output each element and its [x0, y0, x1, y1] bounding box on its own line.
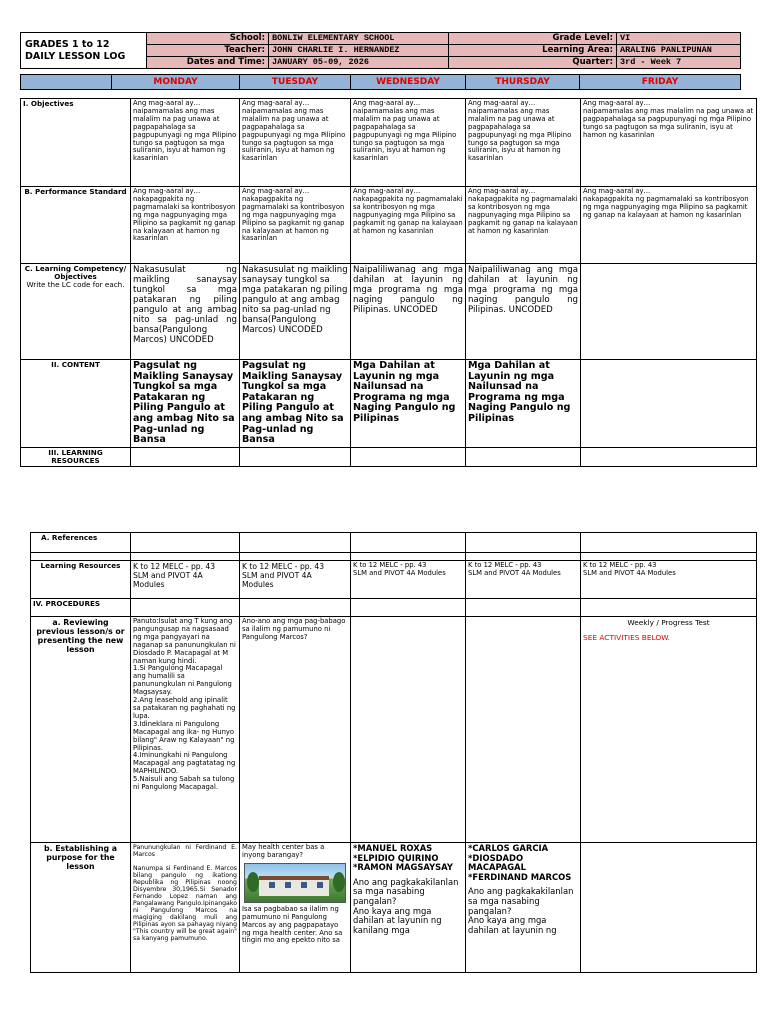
learning-resources-heading: III. LEARNING RESOURCES: [21, 447, 131, 466]
resources-fri: [581, 447, 757, 466]
tree-shape: [247, 872, 259, 892]
reviewing-label: a. Reviewing previous lesson/s or presenting the new lesson: [31, 617, 131, 843]
references-tue: [240, 533, 351, 553]
objectives-label: I. Objectives: [21, 99, 131, 187]
teacher-value: JOHN CHARLIE I. HERNANDEZ: [269, 45, 449, 57]
quarter-label: Quarter:: [449, 57, 617, 69]
procedures-mon: [131, 599, 240, 617]
performance-wed: Ang mag-aaral ay… nakapagpakita ng pagmamalaki sa kontribosyon ng mga nagpunyaging mga Pilipino sa pagkamit ng ganap na kalayaan at hamon ng kasarinlan: [351, 187, 466, 264]
content-thu: Mga Dahilan at Layunin ng mga Nailunsad na Programa ng mga Naging Pangulo ng Pilipinas: [466, 360, 581, 448]
references-wed: [351, 533, 466, 553]
school-label: School:: [147, 33, 269, 45]
spacer-row-tue: [240, 553, 351, 561]
spacer-row-fri: [581, 553, 757, 561]
reviewing-mon: Panuto:Isulat ang T kung ang pangungusap na nagsasaad ng mga pangyayari na naganap sa panunungkulan ni Diosdado P. Macapagal at M naman kung hindi. 1.Si Pangulong Macapagal ang humalili sa panunungkulan ni Pangulong Magsaysay. 2.Ang leasehold ang ipinalit sa patakaran ng paghahati ng lupa. 3.Idineklara ni Pangulong Macapagal ang ika- ng Hunyo bilang" Araw ng Kalayaan" ng Pilipinas. 4.Iminungkahi ni Pangulong Macapagal ang pagtatatag ng MAPHILINDO. 5.Naisuli ang Sabah sa tulong ni Pangulong Macapagal.: [131, 617, 240, 843]
learning-resources-label: Learning Resources: [31, 561, 131, 599]
quarter-value: 3rd - Week 7: [617, 57, 741, 69]
resources-thu: [466, 447, 581, 466]
competency-mon: Nakasusulat ng maikling sanaysay tungkol sa mga patakaran ng piling pangulo at ang ambag nito sa pag-unlad ng bansa(Pangulong Marcos) UNCODED: [131, 264, 240, 360]
establishing-label: b. Establishing a purpose for the lesson: [31, 843, 131, 973]
dates-value: JANUARY 05-09, 2026: [269, 57, 449, 69]
lesson-table-top: [20, 98, 757, 467]
performance-tue: Ang mag-aaral ay… nakapagpakita ng pagmamalaki sa kontribosyon ng mga nagpunyaging mga Pilipino sa pagkamit ng ganap na kalayaan at hamon ng kasarinlan: [240, 187, 351, 264]
references-label: A. References: [31, 533, 131, 553]
day-wednesday: WEDNESDAY: [351, 75, 466, 90]
procedures-wed: [351, 599, 466, 617]
question-thu: Ano ang pagkakakilanlan sa mga nasabing pangalan? Ano kaya ang mga dahilan at layunin ng: [468, 886, 574, 935]
progress-test-title: Weekly / Progress Test: [627, 618, 710, 627]
objectives-mon: Ang mag-aaral ay… naipamamalas ang mas malalim na pag unawa at pagpapahalaga sa pagpupunyagi ng mga Pilipino tungo sa pagtugon sa mga suliranin, isyu at hamon ng kasarinlan: [131, 99, 240, 187]
see-activities-note: SEE ACTIVITIES BELOW.: [583, 633, 671, 642]
day-monday: MONDAY: [112, 75, 240, 90]
lesson-log-header: [20, 32, 741, 69]
competency-label: C. Learning Competency/ Objectives Write the LC code for each.: [21, 264, 131, 360]
competency-fri: [581, 264, 757, 360]
competency-sublabel: Write the LC code for each.: [26, 280, 125, 289]
school-value: BONLIW ELEMENTARY SCHOOL: [269, 33, 449, 45]
procedures-fri: [581, 599, 757, 617]
establishing-wed: [351, 843, 466, 973]
day-friday: FRIDAY: [580, 75, 741, 90]
resources-tue: K to 12 MELC - pp. 43 SLM and PIVOT 4A Modules: [240, 561, 351, 599]
question-wed: Ano ang pagkakakilanlan sa mga nasabing pangalan? Ano kaya ang mga dahilan at layunin ng kanilang mga: [353, 876, 459, 935]
area-value: ARALING PANLIPUNAN: [617, 45, 741, 57]
objectives-fri: Ang mag-aaral ay… naipamamalas ang mas malalim na pag unawa at pagpapahalaga sa pagpupunyagi ng mga Pilipino tungo sa pagtugon sa mga suliranin, isyu at hamon ng kasarinlan: [581, 99, 757, 187]
window-shape: [269, 882, 275, 888]
day-header-bar: [20, 74, 741, 90]
dates-label: Dates and Time:: [147, 57, 269, 69]
president-names-wed: *MANUEL ROXAS *ELPIDIO QUIRINO *RAMON MAGSAYSAY: [353, 843, 453, 873]
objectives-thu: Ang mag-aaral ay… naipamamalas ang mas malalim na pag unawa at pagpapahalaga sa pagpupunyagi ng mga Pilipino tungo sa pagtugon sa mga suliranin, isyu at hamon ng kasarinlan: [466, 99, 581, 187]
performance-mon: Ang mag-aaral ay… nakapagpakita ng pagmamalaki sa kontribosyon ng mga nagpunyaging mga Pilipino sa pagkamit ng ganap na kalayaan at hamon ng kasarinlan: [131, 187, 240, 264]
performance-thu: Ang mag-aaral ay… nakapagpakita ng pagmamalaki sa kontribosyon ng mga nagpunyaging mga Pilipino sa pagkamit ng ganap na kalayaan at hamon ng kasarinlan: [466, 187, 581, 264]
establishing-fri: [581, 843, 757, 973]
establishing-thu: [466, 843, 581, 973]
objectives-wed: Ang mag-aaral ay… naipamamalas ang mas malalim na pag unawa at pagpapahalaga sa pagpupunyagi ng mga Pilipino tungo sa pagtugon sa mga suliranin, isyu at hamon ng kasarinlan: [351, 99, 466, 187]
content-wed: Mga Dahilan at Layunin ng mga Nailunsad na Programa ng mga Naging Pangulo ng Pilipinas: [351, 360, 466, 448]
resources-wed: [351, 447, 466, 466]
spacer-row-wed: [351, 553, 466, 561]
health-center-photo: [244, 863, 346, 903]
reviewing-wed: [351, 617, 466, 843]
resources-thu: K to 12 MELC - pp. 43 SLM and PIVOT 4A Modules: [466, 561, 581, 599]
performance-fri: Ang mag-aaral ay… nakapagpakita ng pagmamalaki sa kontribosyon ng mga nagpunyaging mga Pilipino sa pagkamit ng ganap na kalayaan at hamon ng kasarinlan: [581, 187, 757, 264]
window-shape: [285, 882, 291, 888]
resources-mon: K to 12 MELC - pp. 43 SLM and PIVOT 4A Modules: [131, 561, 240, 599]
day-header-blank: [21, 75, 112, 90]
references-mon: [131, 533, 240, 553]
competency-tue: Nakasusulat ng maikling sanaysay tungkol sa mga patakaran ng piling pangulo at ang ambag nito sa pag-unlad ng bansa(Pangulong Marcos) UNCODED: [240, 264, 351, 360]
content-mon: Pagsulat ng Maikling Sanaysay Tungkol sa mga Patakaran ng Piling Pangulo at ang ambag Nito sa Pag-unlad ng Bansa: [131, 360, 240, 448]
procedures-label: IV. PROCEDURES: [31, 599, 131, 617]
spacer-row-label: [31, 553, 131, 561]
resources-wed: K to 12 MELC - pp. 43 SLM and PIVOT 4A Modules: [351, 561, 466, 599]
references-fri: [581, 533, 757, 553]
grade-label: Grade Level:: [449, 33, 617, 45]
competency-thu: Naipaliliwanag ang mga dahilan at layunin ng mga programa ng mga naging pangulo ng Pilipinas. UNCODED: [466, 264, 581, 360]
reviewing-tue: Ano-ano ang mga pag-babago sa ilalim ng pamumuno ni Pangulong Marcos?: [240, 617, 351, 843]
reviewing-fri: [581, 617, 757, 843]
reviewing-thu: [466, 617, 581, 843]
competency-wed: Naipaliliwanag ang mga dahilan at layunin ng mga programa ng mga naging pangulo ng Pilipinas. UNCODED: [351, 264, 466, 360]
procedures-tue: [240, 599, 351, 617]
teacher-label: Teacher:: [147, 45, 269, 57]
establishing-mon: Panunungkulan ni Ferdinand E. Marcos Nanumpa si Ferdinand E. Marcos bilang pangulo ng ikationg Republika ng Pilipinas noong Disyembre 30,1965.Si Senador Fernando Lopez naman ang Pangalawang Pangulo.Ipinangako ni Pangulong Marcos na magiging dakilang muli ang Pilipinas ayon sa pahayag niyang "This country will be great again" sa kanyang pamumuno.: [131, 843, 240, 973]
objectives-tue: Ang mag-aaral ay… naipamamalas ang mas malalim na pag unawa at pagpapahalaga sa pagpupunyagi ng mga Pilipino tungo sa pagtugon sa mga suliranin, isyu at hamon ng kasarinlan: [240, 99, 351, 187]
procedures-thu: [466, 599, 581, 617]
window-shape: [301, 882, 307, 888]
resources-tue: [240, 447, 351, 466]
tree-shape: [333, 872, 345, 892]
spacer-row-thu: [466, 553, 581, 561]
spacer-row-mon: [131, 553, 240, 561]
resources-mon: [131, 447, 240, 466]
content-fri: [581, 360, 757, 448]
president-names-thu: *CARLOS GARCIA *DIOSDADO MACAPAGAL *FERDINAND MARCOS: [468, 843, 572, 882]
lesson-table-bottom: [30, 532, 757, 973]
window-shape: [317, 882, 323, 888]
content-label: II. CONTENT: [21, 360, 131, 448]
references-thu: [466, 533, 581, 553]
area-label: Learning Area:: [449, 45, 617, 57]
content-tue: Pagsulat ng Maikling Sanaysay Tungkol sa mga Patakaran ng Piling Pangulo at ang ambag Nito sa Pag-unlad ng Bansa: [240, 360, 351, 448]
document-title: GRADES 1 to 12 DAILY LESSON LOG: [21, 33, 147, 69]
resources-fri: K to 12 MELC - pp. 43 SLM and PIVOT 4A Modules: [581, 561, 757, 599]
day-tuesday: TUESDAY: [240, 75, 351, 90]
performance-label: B. Performance Standard: [21, 187, 131, 264]
establishing-tue: May health center bas a inyong barangay? Isa sa pagbabao sa ilalim ng pamumuno ni Pangulong Marcos ay ang pagpapatayo ng mga health center. Ano sa tingin mo ang epekto nito sa: [240, 843, 351, 973]
grade-value: VI: [617, 33, 741, 45]
day-thursday: THURSDAY: [466, 75, 580, 90]
